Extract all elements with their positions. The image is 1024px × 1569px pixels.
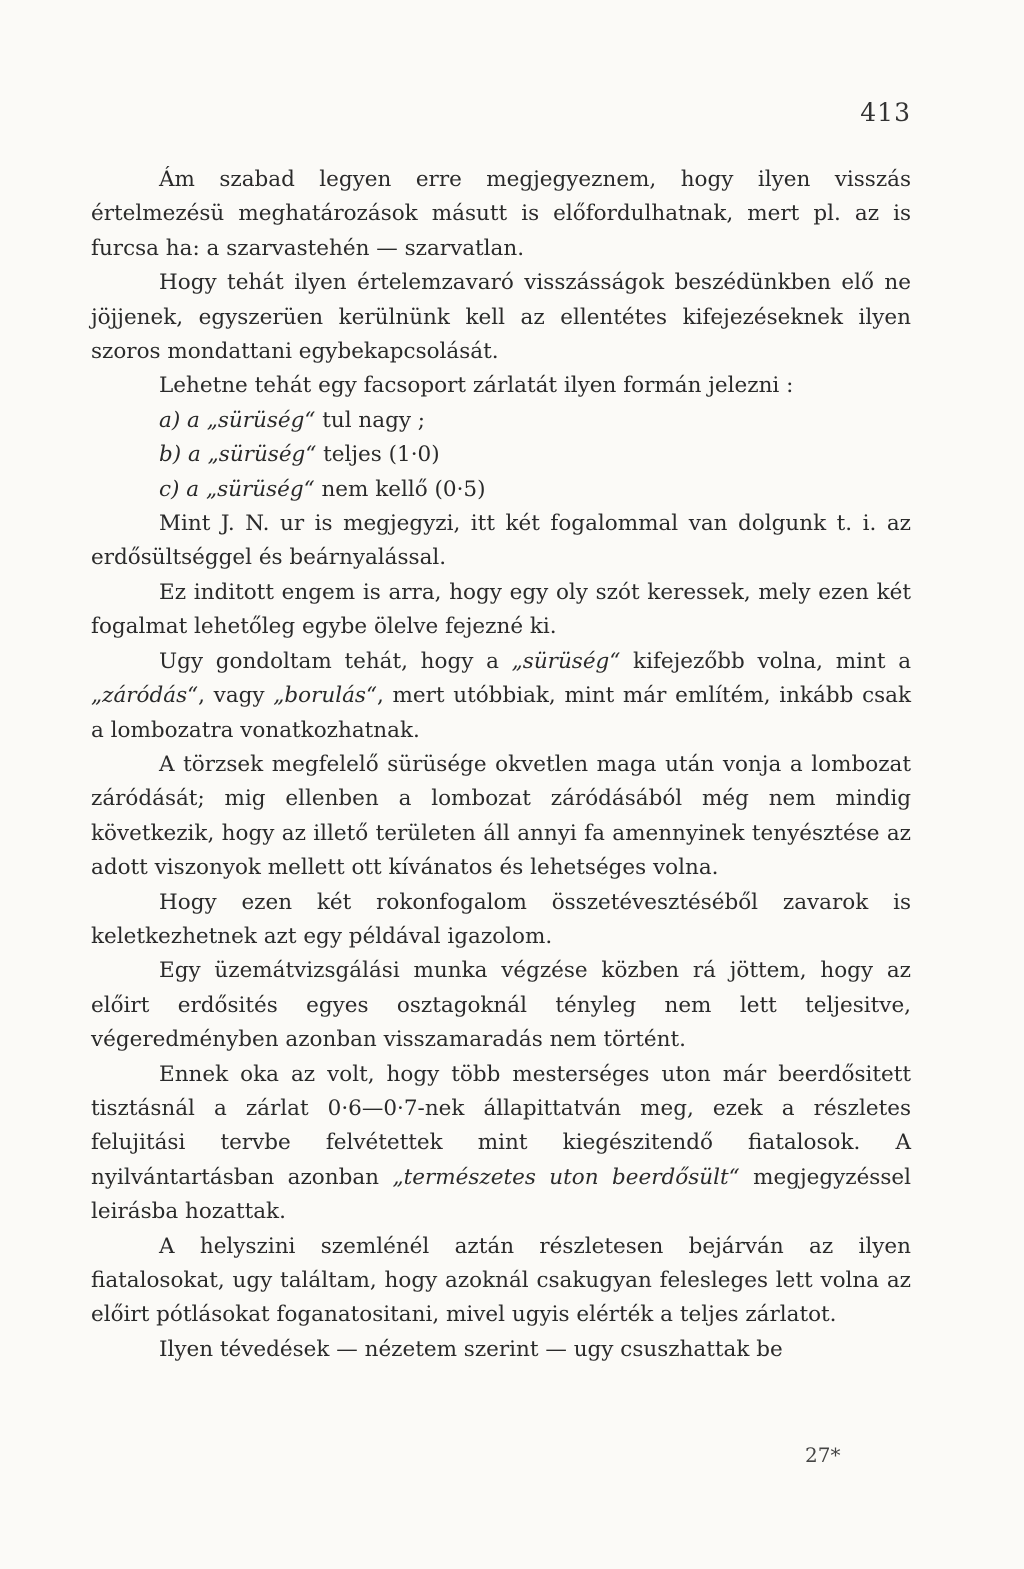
list-term: „sürüség“	[205, 476, 315, 502]
text-run: megjegyzéssel leirásba hozattak.	[91, 1164, 911, 1225]
paragraph-2: Hogy tehát ilyen értelemzavaró visszásságok beszédünkben elő ne jöjjenek, egyszerüen kerülnünk kell az ellentétes kifejezéseknek ilyen szoros mondattani egybekapcsolását.	[91, 270, 911, 365]
paragraph-9: Egy üzemátvizsgálási munka végzése közben rá jöttem, hogy az előirt erdősités egyes osztagoknál tényleg nem lett teljesitve, végeredményben azonban visszamaradás nem történt.	[91, 958, 911, 1053]
text-run: , mert utóbbiak, mint már említém, inkább csak a lombozatra vonatkozhatnak.	[91, 683, 911, 743]
italic-term: „borulás“	[273, 683, 377, 709]
signature-mark: 27*	[805, 1443, 841, 1467]
paragraph-12: Ilyen tévedések — nézetem szerint — ugy csuszhattak be	[159, 1336, 783, 1362]
list-term: „sürüség“	[207, 442, 317, 468]
list-label: b) a	[159, 442, 201, 468]
italic-term: „természetes uton beerdősült“	[392, 1164, 740, 1190]
text-run: kifejezőbb volna, mint a	[633, 648, 912, 674]
list-label: a) a	[159, 407, 200, 433]
paragraph-11: A helyszini szemlénél aztán részletesen bejárván az ilyen fiatalosokat, ugy találtam, hogy azoknál csakugyan felesleges lett volna az előirt pótlásokat foganatositani, mivel ugyis elérték a teljes zárlatot.	[91, 1233, 911, 1328]
list-label: c) a	[159, 476, 200, 502]
paragraph-7: A törzsek megfelelő sürüsége okvetlen maga után vonja a lombozat záródását; mig ellenben a lombozat záródásából még nem mindig következik, hogy az illető területen áll annyi fa amennyinek tenyésztése az adott viszonyok mellett ott kívánatos és lehetséges volna.	[91, 751, 911, 881]
paragraph-3: Lehetne tehát egy facsoport zárlatát ilyen formán jelezni :	[159, 373, 794, 399]
list-item-b	[91, 438, 911, 472]
list-rest: nem kellő (0·5)	[321, 476, 486, 502]
paragraph-5: Ez inditott engem is arra, hogy egy oly szót keressek, mely ezen két fogalmat lehetőleg egybe ölelve fejezné ki.	[91, 579, 911, 640]
paragraph-10	[91, 1058, 911, 1230]
body-text	[91, 163, 911, 1367]
paragraph-8: Hogy ezen két rokonfogalom összetévesztéséből zavarok is keletkezhetnek azt egy példával igazolom.	[91, 889, 911, 949]
paragraph-6	[91, 645, 911, 748]
list-rest: tul nagy ;	[322, 407, 426, 433]
list-item-c	[91, 473, 911, 507]
text-run: Ennek oka az volt, hogy több mesterséges uton már beerdősitett tisztásnál a zárlat 0·6—0·7-nek állapittatván meg, ezek a részletes felujitási tervbe felvétettek mint kiegészitendő fiatalosok. A nyilvántartásban azonban	[91, 1061, 911, 1190]
italic-term: „sürüség“	[511, 648, 621, 674]
paragraph-4: Mint J. N. ur is megjegyzi, itt két fogalommal van dolgunk t. i. az erdősültséggel és beárnyalással.	[91, 511, 911, 571]
list-term: „sürüség“	[206, 407, 316, 433]
list-rest: teljes (1·0)	[323, 442, 440, 468]
text-run: Ugy gondoltam tehát, hogy a	[159, 648, 499, 674]
list-item-a	[91, 404, 911, 438]
text-run: , vagy	[198, 683, 265, 709]
paragraph-1: Ám szabad legyen erre megjegyeznem, hogy ilyen visszás értelmezésü meghatározások másutt is előfordulhatnak, mert pl. az is furcsa ha: a szarvastehén — szarvatlan.	[91, 167, 911, 261]
page-number: 413	[860, 98, 911, 127]
italic-term: „záródás“	[91, 683, 199, 709]
